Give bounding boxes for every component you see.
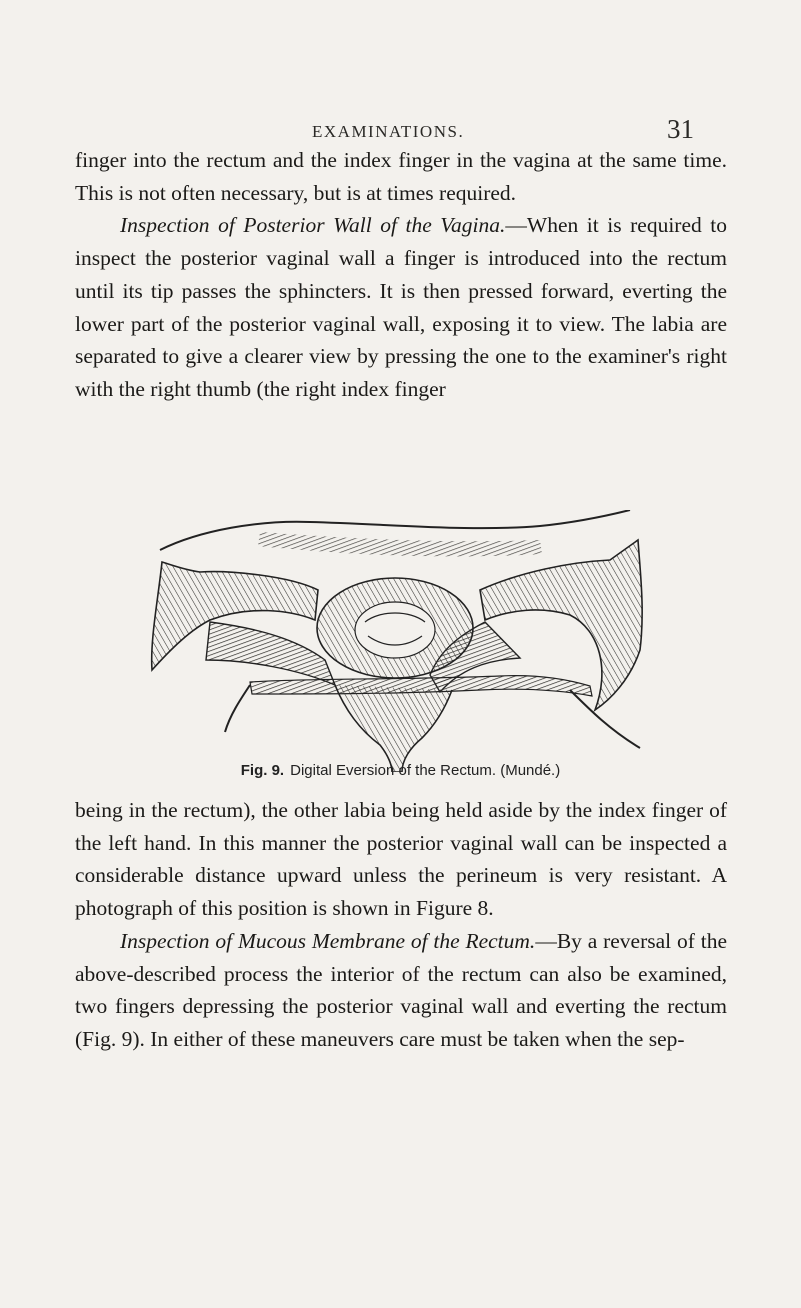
paragraph (75, 794, 727, 925)
paragraph (75, 209, 727, 405)
section-run-in-heading: Inspection of Mucous Membrane of the Rectum. (120, 928, 536, 953)
paragraph (75, 925, 727, 1056)
left-finger (206, 622, 335, 685)
text-block-bottom (75, 794, 727, 1056)
section-run-in-heading: Inspection of Posterior Wall of the Vagina. (120, 213, 506, 238)
everted-mucosa-inner (355, 602, 435, 658)
paragraph-text: —By a reversal of the above-described process the interior of the rectum can also be examined, two fingers depressing the posterior vaginal wall and everting the rectum (Fig. 9). In either of these maneuvers care must be taken when the sep- (75, 928, 727, 1051)
lower-left-thigh (225, 685, 250, 732)
paragraph (75, 144, 727, 209)
page-number: 31 (667, 114, 694, 144)
paragraph-text: finger into the rectum and the index finger in the vagina at the same time. This is not often necessary, but is at times required. (75, 148, 727, 205)
running-title: EXAMINATIONS. (312, 122, 465, 141)
figure-illustration (140, 510, 660, 772)
figure-caption (0, 762, 801, 779)
figure-caption-text: Digital Eversion of the Rectum. (Mundé.) (290, 762, 561, 779)
paragraph-text: being in the rectum), the other labia being held aside by the index finger of the left hand. In this manner the posterior vaginal wall can be inspected a considerable distance upward unless the perineum is very resistant. A photograph of this position is shown in Figure 8. (75, 798, 727, 921)
anal-region (335, 685, 452, 772)
upper-shaded-band (258, 532, 542, 556)
paragraph-text: —When it is required to inspect the posterior vaginal wall a finger is introduced into the rectum until its tip passes the sphincters. It is then pressed forward, everting the lower part of the posterior vaginal wall, exposing it to view. The labia are separated to give a clearer view by pressing the one to the examiner's right with the right thumb (the right index finger (75, 213, 727, 401)
anatomical-engraving (140, 510, 660, 772)
text-block-top (75, 144, 727, 406)
figure-label: Fig. 9. (240, 762, 285, 779)
